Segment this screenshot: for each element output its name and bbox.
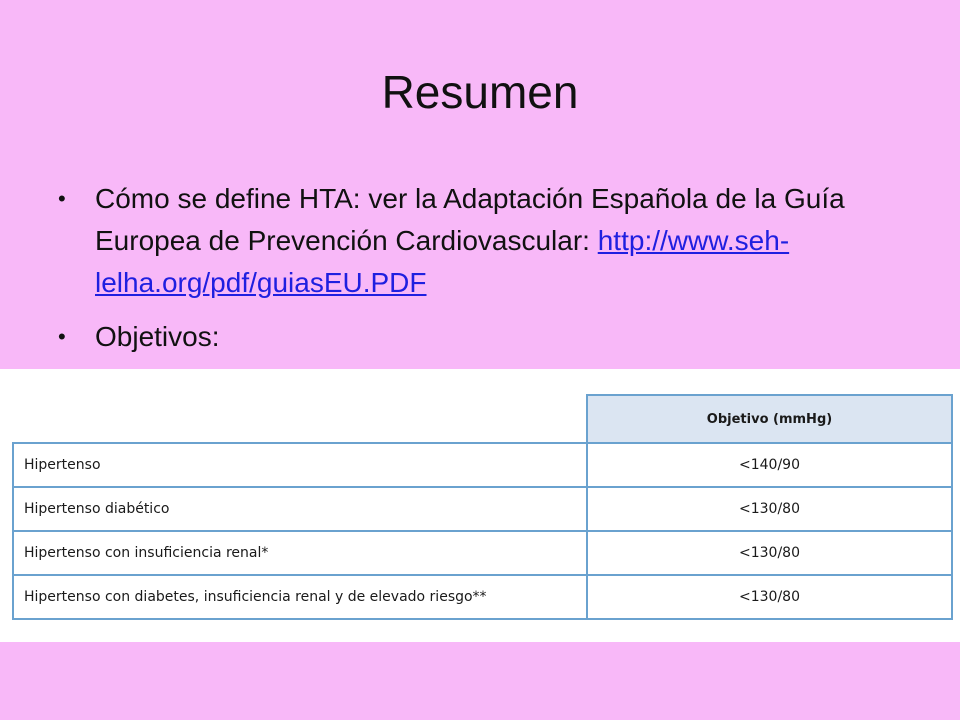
slide-title: Resumen <box>381 66 579 118</box>
guide-pdf-link[interactable]: http://www.seh-lelha.org/pdf/guiasEU.PDF <box>95 225 790 298</box>
table-row <box>13 531 952 575</box>
bullet-item-definition <box>58 178 888 304</box>
row-value: <130/80 <box>587 487 952 531</box>
objectives-table <box>12 394 953 620</box>
row-label: Hipertenso con diabetes, insuficiencia renal y de elevado riesgo** <box>13 575 587 619</box>
row-value: <140/90 <box>587 443 952 487</box>
table-row <box>13 443 952 487</box>
row-label: Hipertenso <box>13 443 587 487</box>
table-row <box>13 487 952 531</box>
bullet-dot-icon: • <box>58 324 66 349</box>
row-value: <130/80 <box>587 575 952 619</box>
bullet-text-objectives: Objetivos: <box>95 321 220 352</box>
objectives-table-panel <box>0 369 960 642</box>
row-label: Hipertenso diabético <box>13 487 587 531</box>
table-header-empty-cell <box>13 395 587 443</box>
bullet-item-objectives <box>58 316 888 358</box>
table-header-row <box>13 395 952 443</box>
bullet-list <box>58 178 888 358</box>
bullet-text-definition: Cómo se define HTA: ver la Adaptación Española de la Guía Europea de Prevención Cardiovascular: <box>95 183 845 256</box>
table-header-objetivo: Objetivo (mmHg) <box>587 395 952 443</box>
row-label: Hipertenso con insuficiencia renal* <box>13 531 587 575</box>
bullet-dot-icon: • <box>58 186 66 211</box>
table-row <box>13 575 952 619</box>
row-value: <130/80 <box>587 531 952 575</box>
